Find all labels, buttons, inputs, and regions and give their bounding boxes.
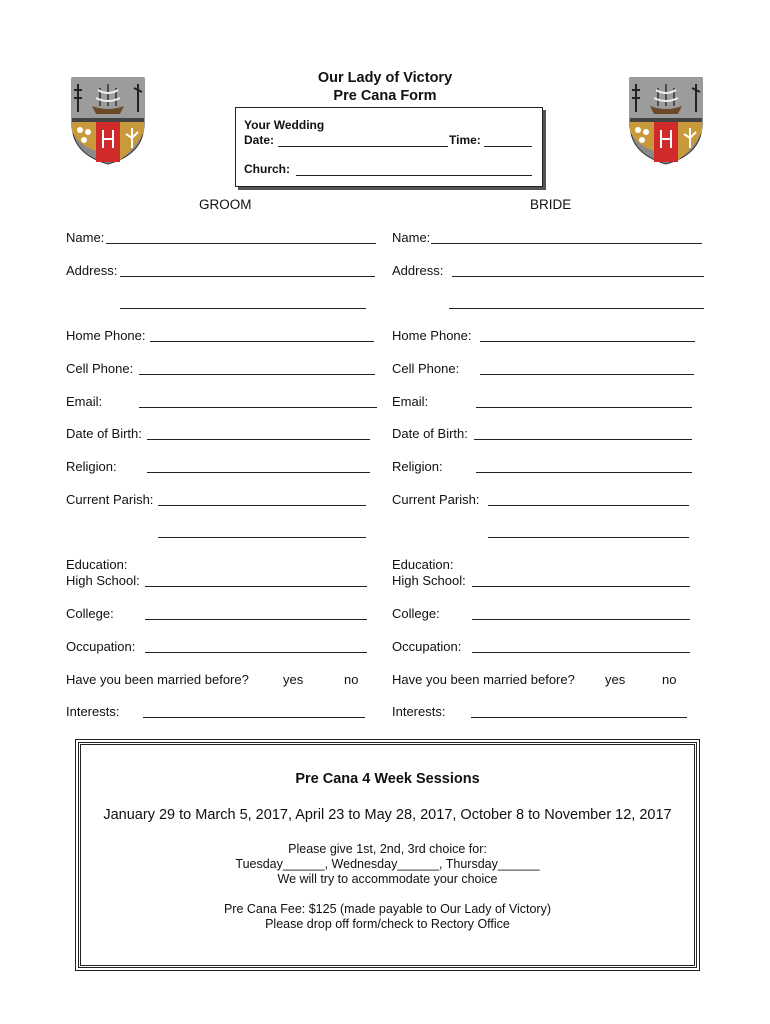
groom-cell-phone-field[interactable] [139,374,375,375]
sessions-box [78,742,697,968]
groom-parish-label: Current Parish: [66,492,154,507]
bride-address-label: Address: [392,263,444,278]
bride-religion-label: Religion: [392,459,443,474]
bride-name-label: Name: [392,230,431,245]
bride-college-label: College: [392,606,440,621]
bride-occupation-label: Occupation: [392,639,462,654]
groom-email-field[interactable] [139,407,377,408]
bride-cell-phone-field[interactable] [480,374,694,375]
groom-cell-phone-label: Cell Phone: [66,361,134,376]
bride-heading: BRIDE [530,197,572,212]
wedding-date-field[interactable] [278,146,448,147]
bride-name-field[interactable] [431,243,702,244]
groom-heading: GROOM [199,197,252,212]
bride-married-no[interactable]: no [662,672,677,687]
choice-intro: Please give 1st, 2nd, 3rd choice for: [288,842,487,856]
bride-parish-field[interactable] [488,505,689,506]
bride-address-field[interactable] [452,276,704,277]
groom-name-label: Name: [66,230,105,245]
church-field[interactable] [296,175,532,176]
accommodate-note: We will try to accommodate your choice [277,872,498,886]
bride-email-field[interactable] [476,407,692,408]
groom-interests-label: Interests: [66,704,120,719]
groom-college-field[interactable] [145,619,367,620]
bride-interests-field[interactable] [471,717,687,718]
bride-home-phone-label: Home Phone: [392,328,472,343]
groom-interests-field[interactable] [143,717,365,718]
groom-married-before-label: Have you been married before? [66,672,249,687]
bride-married-yes[interactable]: yes [605,672,626,687]
groom-email-label: Email: [66,394,103,409]
your-wedding-label: Your Wedding [244,118,325,132]
bride-parish-field-2[interactable] [488,537,689,538]
groom-occupation-field[interactable] [145,652,367,653]
sessions-title: Pre Cana 4 Week Sessions [295,771,480,787]
bride-home-phone-field[interactable] [480,341,695,342]
bride-religion-field[interactable] [476,472,692,473]
groom-married-no[interactable]: no [344,672,359,687]
wedding-time-label: Time: [449,133,481,147]
groom-home-phone-label: Home Phone: [66,328,146,343]
dropoff-note: Please drop off form/check to Rectory Office [265,917,510,931]
bride-parish-label: Current Parish: [392,492,480,507]
form-title-line1: Our Lady of Victory [317,70,453,86]
groom-parish-field[interactable] [158,505,366,506]
bride-occupation-field[interactable] [472,652,690,653]
groom-high-school-label: High School: [66,573,140,588]
groom-address-label: Address: [66,263,118,278]
form-title-line2: Pre Cana Form [333,88,437,104]
bride-education-label: Education: [392,557,454,572]
groom-name-field[interactable] [106,243,376,244]
bride-email-label: Email: [392,394,429,409]
wedding-info-box [235,107,543,187]
groom-parish-field-2[interactable] [158,537,366,538]
bride-married-before-label: Have you been married before? [392,672,575,687]
wedding-time-field[interactable] [484,146,532,147]
groom-religion-field[interactable] [147,472,370,473]
groom-home-phone-field[interactable] [150,341,374,342]
bride-cell-phone-label: Cell Phone: [392,361,460,376]
bride-dob-field[interactable] [474,439,692,440]
groom-address-field-2[interactable] [120,308,366,309]
wedding-date-label: Date: [244,133,275,147]
groom-address-field[interactable] [120,276,375,277]
fee-note: Pre Cana Fee: $125 (made payable to Our Lady of Victory) [223,902,552,916]
choice-days: Tuesday______, Wednesday______, Thursday______ [235,857,540,871]
bride-high-school-field[interactable] [472,586,690,587]
groom-high-school-field[interactable] [145,586,367,587]
groom-occupation-label: Occupation: [66,639,136,654]
groom-college-label: College: [66,606,114,621]
bride-interests-label: Interests: [392,704,446,719]
church-label: Church: [244,162,290,176]
bride-address-field-2[interactable] [449,308,704,309]
groom-dob-label: Date of Birth: [66,426,142,441]
sessions-dates: January 29 to March 5, 2017, April 23 to May 28, 2017, October 8 to November 12, 2017 [103,807,672,823]
bride-high-school-label: High School: [392,573,466,588]
groom-married-yes[interactable]: yes [283,672,304,687]
groom-dob-field[interactable] [147,439,370,440]
bride-college-field[interactable] [472,619,690,620]
groom-education-label: Education: [66,557,128,572]
bride-dob-label: Date of Birth: [392,426,468,441]
groom-religion-label: Religion: [66,459,117,474]
